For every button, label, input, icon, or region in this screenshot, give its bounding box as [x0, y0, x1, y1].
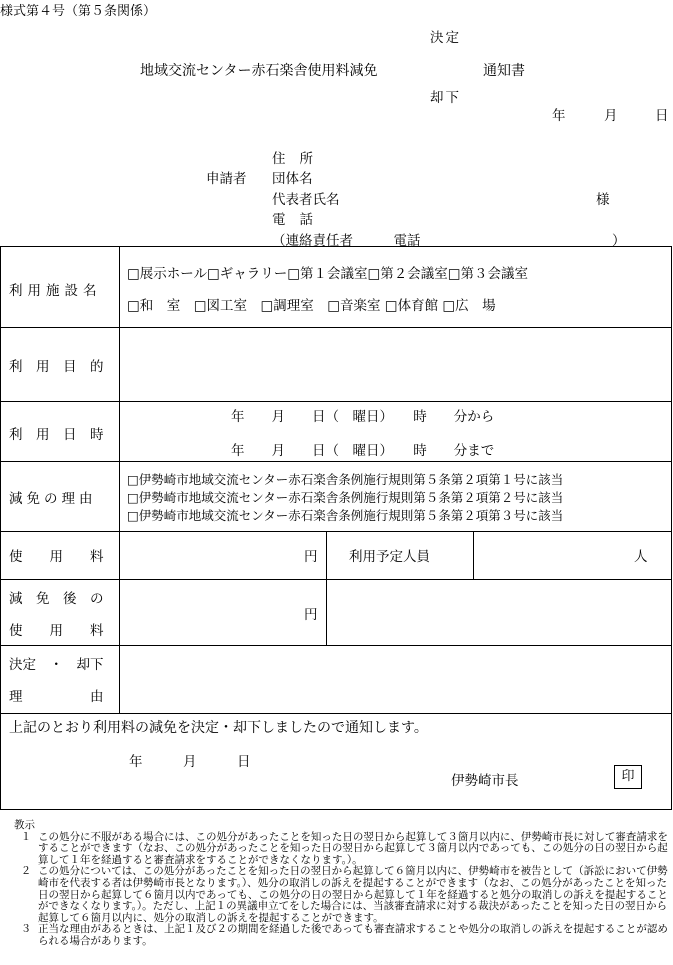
row-divider: [1, 645, 671, 646]
document-title: 地域交流センター赤石楽舎使用料減免: [140, 63, 378, 79]
reason-option[interactable]: □伊勢崎市地域交流センター赤石楽舎条例施行規則第５条第２項第３号に該当: [127, 508, 564, 523]
note-text: この処分については、この処分があったことを知った日の翌日から起算して６箇月以内に、伊勢崎市を被告として（訴訟において伊勢崎市を代表する者は伊勢崎市長となります。）、処分の取消しの訴えを提起することができます（なお、この処分があったことを知った日の翌日から起算して６箇月以内であっても、この処分の日の翌日から起算して１年を経過すると処分の取消しの訴えを提起することができなくなります。）。ただし、上記１の異議申立てをした場合には、当該審査請求に対する裁決があったことを知った日の翌日から起算して６箇月以内に、処分の取消しの訴えを提起することができます。: [38, 865, 668, 924]
decision-reason-label-line2: 理 由: [9, 689, 104, 705]
fee-yen-unit: 円: [304, 549, 318, 565]
row-divider: [1, 531, 671, 532]
fee-column-divider: [326, 531, 327, 645]
decision-label: 決定: [430, 30, 461, 46]
people-unit: 人: [634, 549, 648, 565]
form-number: 様式第４号（第５条関係）: [0, 4, 157, 19]
reduction-reason-label: 減免の理由: [9, 491, 97, 507]
note-number: ２: [20, 865, 32, 878]
purpose-label: 利 用 目 的: [9, 359, 104, 375]
people-column-divider: [473, 531, 474, 579]
note-item: [14, 866, 668, 924]
applicant-rep-label: 代表者氏名: [272, 192, 340, 208]
notes-section: [14, 820, 668, 948]
row-divider: [1, 327, 671, 328]
contact-person-label: （連絡責任者 電話: [272, 233, 421, 249]
issue-date-month: 月: [604, 108, 618, 124]
datetime-label: 利 用 日 時: [9, 427, 104, 443]
planned-people-label: 利用予定人員: [349, 549, 430, 565]
fee-label: 使 用 料: [9, 549, 104, 565]
note-number: ３: [20, 923, 32, 936]
issuer-name: 伊勢崎市長: [451, 773, 519, 789]
facility-label: 利用施設名: [9, 283, 102, 299]
applicant-org-label: 団体名: [272, 171, 313, 187]
honorific: 様: [596, 192, 610, 208]
notice-label: 通知書: [483, 63, 525, 79]
facility-options-row1[interactable]: □展示ホール□ギャラリー□第１会議室□第２会議室□第３会議室: [127, 266, 529, 282]
reduced-fee-label-line2: 使 用 料: [9, 623, 104, 639]
note-text: 正当な理由があるときは、上記１及び２の期間を経過した後であっても審査請求することや処分の取消しの訴えを提起することが認められる場合があります。: [38, 923, 668, 947]
applicant-address-label: 住所: [272, 151, 327, 167]
note-item: [14, 924, 668, 947]
datetime-from[interactable]: 年 月 日（ 曜日） 時 分から: [231, 409, 495, 425]
reduced-fee-yen-unit: 円: [304, 607, 318, 623]
datetime-to[interactable]: 年 月 日（ 曜日） 時 分まで: [231, 443, 495, 459]
seal-stamp: 印: [614, 765, 642, 789]
issue-date-year: 年: [552, 108, 566, 124]
issue-date-day: 日: [655, 108, 669, 124]
applicant-label: 申請者: [206, 171, 247, 187]
contact-close-paren: ）: [612, 233, 626, 249]
reason-option[interactable]: □伊勢崎市地域交流センター赤石楽舎条例施行規則第５条第２項第２号に該当: [127, 490, 564, 505]
row-divider: [1, 713, 671, 714]
applicant-phone-label: 電話: [272, 212, 327, 228]
decision-reason-label-line1: 決定 ・ 却下: [9, 657, 104, 673]
note-text: この処分に不服がある場合には、この処分があったことを知った日の翌日から起算して３箇月以内に、伊勢崎市長に対して審査請求をすることができます（なお、この処分があったことを知った日の翌日から起算して３箇月以内であっても、この処分の日の翌日から起算して１年を経過すると審査請求をすることができなくなります。）。: [38, 830, 668, 866]
row-divider: [1, 461, 671, 462]
reduced-fee-label-line1: 減 免 後 の: [9, 591, 104, 607]
rejection-label: 却下: [430, 90, 461, 106]
note-number: １: [20, 830, 32, 843]
facility-options-row2[interactable]: □和 室 □図工室 □調理室 □音楽室 □体育館 □広 場: [127, 298, 496, 314]
row-divider: [1, 579, 671, 580]
purpose-field[interactable]: [121, 329, 669, 399]
closing-statement: 上記のとおり利用料の減免を決定・却下しましたので通知します。: [9, 720, 428, 736]
reason-option[interactable]: □伊勢崎市地域交流センター赤石楽舎条例施行規則第５条第２項第１号に該当: [127, 472, 564, 487]
closing-date: 年 月 日: [129, 754, 251, 770]
label-column-divider: [119, 247, 120, 713]
note-item: [14, 832, 668, 867]
row-divider: [1, 401, 671, 402]
notes-title: 教示: [14, 819, 35, 831]
form-table: [0, 246, 672, 810]
